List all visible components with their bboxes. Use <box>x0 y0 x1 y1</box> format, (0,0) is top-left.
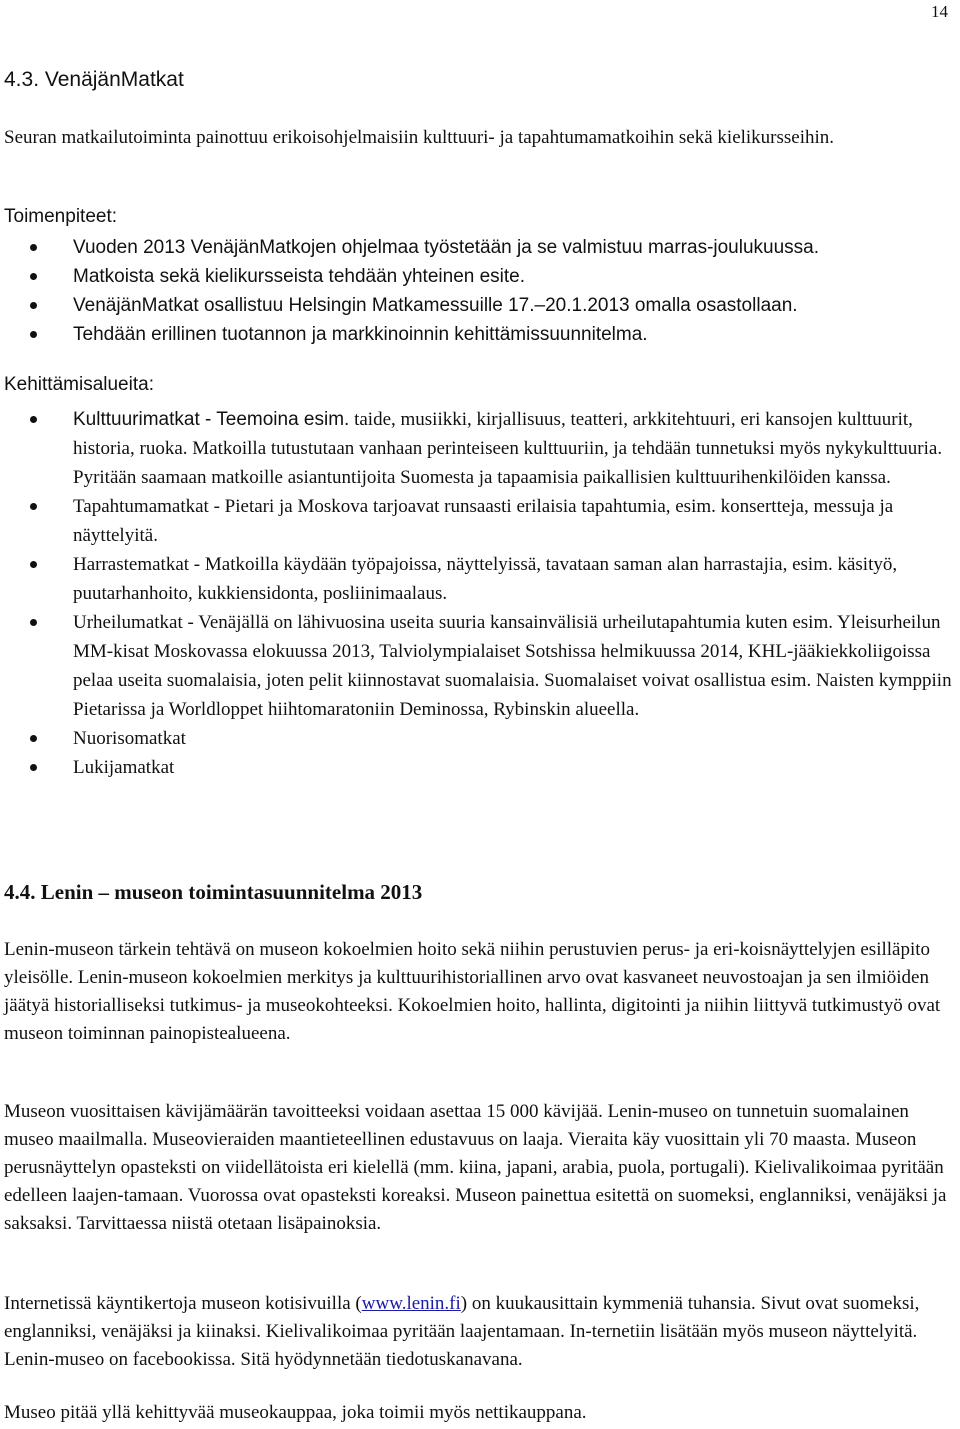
section-heading-venajanmatkat: 4.3. VenäjänMatkat <box>4 68 184 91</box>
bullet-icon <box>30 302 37 309</box>
bullet-icon <box>30 244 37 251</box>
museum-website-link[interactable]: www.lenin.fi <box>361 1293 461 1314</box>
section-heading-lenin-museum: 4.4. Lenin – museon toimintasuunnitelma 2013 <box>4 880 423 904</box>
bullet-icon <box>30 735 37 742</box>
bullet-icon <box>30 503 37 510</box>
museum-paragraph-2: Museon vuosittaisen kävijämäärän tavoitteeksi voidaan asettaa 15 000 kävijää. Lenin-museo on tunnetuin suomalainen museo maailmalla. Museovieraiden maantieteellinen edustavuus on laaja. Vieraita käy vuosittain yli 70 maasta. Museon perusnäyttelyn opasteksti on viidellätoista eri kielellä (mm. kiina, japani, arabia, puola, portugali). Kielivalikoimaa pyritään edelleen laajen-tamaan. Vuorossa ovat opasteksti koreaksi. Museon painettua esitettä on suomeksi, englanniksi, venäjäksi ja saksaksi. Tarvittaessa niistä otetaan lisäpainoksia. <box>4 1101 947 1234</box>
list-item: Tehdään erillinen tuotannon ja markkinoinnin kehittämissuunnitelma. <box>0 320 952 349</box>
bullet-icon <box>30 331 37 338</box>
bullet-icon <box>30 561 37 568</box>
list-item: Nuorisomatkat <box>0 724 952 753</box>
museum-paragraph-1: Lenin-museon tärkein tehtävä on museon kokoelmien hoito sekä niihin perustuvien perus- ja eri-koisnäyttelyjen esilläpito yleisölle. Lenin-museon kokoelmien merkitys ja kulttuurihistoriallinen arvo ovat kasvaneet neuvostoajan ja sen ilmiöiden jäätyä historialliseksi tutkimus- ja museokohteeksi. Kokoelmien hoito, hallinta, digitointi ja niihin liittyvä tutkimustyö ovat museon toiminnan painopistealueena. <box>4 939 941 1044</box>
list-item: Tapahtumamatkat - Pietari ja Moskova tarjoavat runsaasti erilaisia tapahtumia, esim. konsertteja, messuja ja näyttelyitä. <box>0 492 952 550</box>
development-areas-list <box>0 405 952 782</box>
measures-list <box>0 233 952 349</box>
development-areas-label: Kehittämisalueita: <box>4 374 154 395</box>
list-item: Lukijamatkat <box>0 753 952 782</box>
bullet-icon <box>30 416 37 423</box>
page-number: 14 <box>931 2 948 21</box>
list-item: Urheilumatkat - Venäjällä on lähivuosina useita suuria kansainvälisiä urheilutapahtumia kuten esim. Yleisurheilun MM-kisat Moskovassa elokuussa 2013, Talviolympialaiset Sotshissa helmikuussa 2014, KHL-jääkiekkoliigoissa pelaa useita suomalaisia, joten pelit kiinnostavat suomalaisia. Suomalaiset voivat osallistua esim. Naisten kymppiin Pietarissa ja Worldloppet hiihtomaratoniin Deminossa, Rybinskin alueella. <box>0 608 952 724</box>
list-item: Harrastematkat - Matkoilla käydään työpajoissa, näyttelyissä, tavataan saman alan harrastajia, esim. käsityö, puutarhanhoito, kukkiensidonta, posliinimaalaus. <box>0 550 952 608</box>
museum-paragraph-3: Internetissä käyntikertoja museon kotisivuilla (www.lenin.fi) on kuukausittain kymmeniä tuhansia. Sivut ovat suomeksi, englanniksi, venäjäksi ja kiinaksi. Kielivalikoimaa pyritään laajentamaan. In-ternetiin lisätään myös museon näyttelyitä. Lenin-museo on facebookissa. Sitä hyödynnetään tiedotuskanavana. <box>4 1293 920 1370</box>
bullet-icon <box>30 619 37 626</box>
intro-paragraph: Seuran matkailutoiminta painottuu erikoisohjelmaisiin kulttuuri- ja tapahtumamatkoihin sekä kielikursseihin. <box>4 127 835 148</box>
list-item: Vuoden 2013 VenäjänMatkojen ohjelmaa työstetään ja se valmistuu marras-joulukuussa. <box>0 233 952 262</box>
list-item: VenäjänMatkat osallistuu Helsingin Matkamessuille 17.–20.1.2013 omalla osastollaan. <box>0 291 952 320</box>
museum-paragraph-4: Museo pitää yllä kehittyvää museokauppaa, joka toimii myös nettikauppana. <box>4 1402 587 1423</box>
list-item: Matkoista sekä kielikursseista tehdään yhteinen esite. <box>0 262 952 291</box>
bullet-icon <box>30 273 37 280</box>
bullet-icon <box>30 764 37 771</box>
measures-label: Toimenpiteet: <box>4 206 118 227</box>
list-item: Kulttuurimatkat - Teemoina esim. taide, musiikki, kirjallisuus, teatteri, arkkitehtuuri, eri kansojen kulttuurit, historia, ruoka. Matkoilla tutustutaan vanhaan perinteiseen kulttuuriin, ja tehdään tunnetuksi myös nykykulttuuria. Pyritään saamaan matkoille asiantuntijoita Suomesta ja tapaamisia paikallisien kulttuurihenkilöiden kanssa. <box>0 405 952 492</box>
